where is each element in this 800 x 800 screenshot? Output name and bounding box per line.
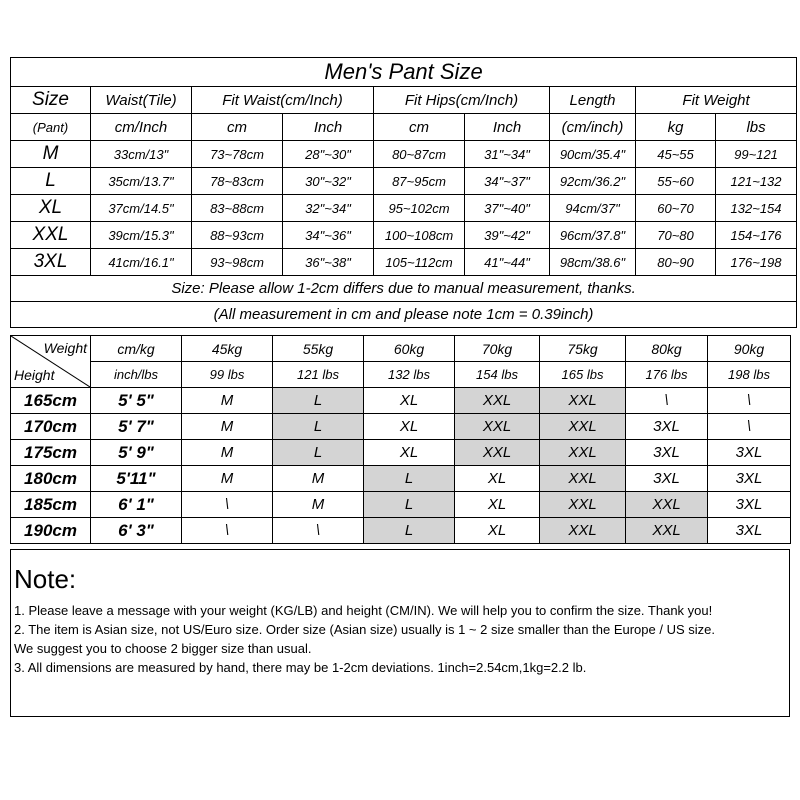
size-cell: 41cm/16.1" [91, 249, 192, 276]
size-cell: 105~112cm [374, 249, 465, 276]
lbs-header: 121 lbs [273, 362, 364, 388]
size-cell: 176~198 [716, 249, 797, 276]
header-fit-hips: Fit Hips(cm/Inch) [374, 87, 550, 114]
recommended-size: XL [364, 414, 455, 440]
recommended-size: \ [182, 518, 273, 544]
size-cell: 39cm/15.3" [91, 222, 192, 249]
recommended-size: XL [455, 518, 540, 544]
recommended-size: \ [626, 388, 708, 414]
lbs-header: 154 lbs [455, 362, 540, 388]
subheader-hips-inch: Inch [465, 114, 550, 141]
recommended-size: XXL [626, 492, 708, 518]
height-ft: 5' 9" [91, 440, 182, 466]
size-cell: 92cm/36.2" [550, 168, 636, 195]
size-cell: 55~60 [636, 168, 716, 195]
recommended-size: XL [364, 388, 455, 414]
height-ft: 6' 1" [91, 492, 182, 518]
size-cell: 78~83cm [192, 168, 283, 195]
size-cell: 35cm/13.7" [91, 168, 192, 195]
recommended-size: XXL [626, 518, 708, 544]
height-ft: 5'11" [91, 466, 182, 492]
size-cell: 80~87cm [374, 141, 465, 168]
size-cell: 154~176 [716, 222, 797, 249]
recommended-size: XXL [540, 388, 626, 414]
corner-weight-label: Weight [43, 340, 87, 356]
kg-header: 55kg [273, 336, 364, 362]
kg-header: 45kg [182, 336, 273, 362]
subheader-waist-cm: cm [192, 114, 283, 141]
size-cell: 80~90 [636, 249, 716, 276]
recommended-size: XL [455, 466, 540, 492]
kg-header: 70kg [455, 336, 540, 362]
height-cm: 190cm [11, 518, 91, 544]
size-row [11, 249, 797, 276]
size-cell: 121~132 [716, 168, 797, 195]
recommended-size: \ [273, 518, 364, 544]
size-cell: 45~55 [636, 141, 716, 168]
note-lines [14, 601, 781, 677]
size-cell: 73~78cm [192, 141, 283, 168]
size-cell: 32"~34" [283, 195, 374, 222]
lbs-header: 198 lbs [708, 362, 791, 388]
recommended-size: XXL [455, 414, 540, 440]
recommended-size: M [182, 388, 273, 414]
height-cm: 175cm [11, 440, 91, 466]
size-cell: 93~98cm [192, 249, 283, 276]
note-line: 2. The item is Asian size, not US/Euro size. Order size (Asian size) usually is 1 ~ 2 size smaller than the Europe / US size. [14, 622, 715, 637]
recommended-size: \ [708, 414, 791, 440]
size-cell: 99~121 [716, 141, 797, 168]
height-row [11, 466, 791, 492]
recommended-size: 3XL [626, 414, 708, 440]
header-size: Size [11, 87, 91, 114]
size-row [11, 141, 797, 168]
height-ft: 5' 5" [91, 388, 182, 414]
subheader-pant: (Pant) [11, 114, 91, 141]
kg-header: 80kg [626, 336, 708, 362]
size-label: XXL [11, 222, 91, 249]
recommended-size: M [273, 466, 364, 492]
recommended-size: 3XL [626, 466, 708, 492]
size-cell: 70~80 [636, 222, 716, 249]
recommended-size: XXL [540, 466, 626, 492]
size-chart-title: Men's Pant Size [11, 58, 797, 87]
height-ft: 5' 7" [91, 414, 182, 440]
size-cell: 36"~38" [283, 249, 374, 276]
recommended-size: 3XL [708, 518, 791, 544]
recommended-size: XXL [540, 414, 626, 440]
height-cm: 180cm [11, 466, 91, 492]
size-cell: 132~154 [716, 195, 797, 222]
size-cell: 31"~34" [465, 141, 550, 168]
recommended-size: 3XL [708, 440, 791, 466]
subheader-lbs: lbs [716, 114, 797, 141]
recommended-size: XL [455, 492, 540, 518]
header-fit-waist: Fit Waist(cm/Inch) [192, 87, 374, 114]
recommended-size: \ [708, 388, 791, 414]
subheader-cm-inch: cm/Inch [91, 114, 192, 141]
recommended-size: L [364, 492, 455, 518]
recommended-size: XXL [540, 518, 626, 544]
size-cell: 33cm/13" [91, 141, 192, 168]
size-cell: 34"~36" [283, 222, 374, 249]
height-row [11, 518, 791, 544]
recommended-size: 3XL [708, 466, 791, 492]
note-line: We suggest you to choose 2 bigger size than usual. [14, 641, 312, 656]
size-cell: 88~93cm [192, 222, 283, 249]
recommended-size: M [182, 414, 273, 440]
size-cell: 95~102cm [374, 195, 465, 222]
size-label: L [11, 168, 91, 195]
kg-header: 75kg [540, 336, 626, 362]
recommended-size: XXL [540, 492, 626, 518]
size-cell: 98cm/38.6" [550, 249, 636, 276]
recommended-size: 3XL [626, 440, 708, 466]
size-cell: 94cm/37" [550, 195, 636, 222]
recommended-size: M [182, 466, 273, 492]
size-cell: 90cm/35.4" [550, 141, 636, 168]
recommended-size: XXL [455, 388, 540, 414]
size-cell: 60~70 [636, 195, 716, 222]
size-chart-table [10, 57, 797, 328]
kg-header: 60kg [364, 336, 455, 362]
size-cell: 96cm/37.8" [550, 222, 636, 249]
note-line: 3. All dimensions are measured by hand, there may be 1-2cm deviations. 1inch=2.54cm,1kg=2.2 lb. [14, 660, 587, 675]
lbs-header: 99 lbs [182, 362, 273, 388]
height-row [11, 492, 791, 518]
corner-height-label: Height [14, 367, 55, 383]
recommended-size: M [273, 492, 364, 518]
recommended-size: L [273, 414, 364, 440]
lbs-header: 176 lbs [626, 362, 708, 388]
recommended-size: L [364, 466, 455, 492]
note-line: 1. Please leave a message with your weight (KG/LB) and height (CM/IN). We will help you to confirm the size. Thank you! [14, 603, 713, 618]
height-row [11, 414, 791, 440]
header-fit-weight: Fit Weight [636, 87, 797, 114]
height-weight-table [10, 335, 791, 544]
size-cell: 28"~30" [283, 141, 374, 168]
recommended-size: M [182, 440, 273, 466]
size-cell: 87~95cm [374, 168, 465, 195]
subheader-hips-cm: cm [374, 114, 465, 141]
size-row [11, 195, 797, 222]
height-cm: 170cm [11, 414, 91, 440]
size-cell: 34"~37" [465, 168, 550, 195]
size-row [11, 222, 797, 249]
subheader-waist-inch: Inch [283, 114, 374, 141]
recommended-size: L [364, 518, 455, 544]
kg-header: 90kg [708, 336, 791, 362]
lbs-header: 132 lbs [364, 362, 455, 388]
subheader-length-unit: (cm/inch) [550, 114, 636, 141]
recommended-size: L [273, 388, 364, 414]
height-cm: 185cm [11, 492, 91, 518]
size-cell: 30"~32" [283, 168, 374, 195]
subheader-kg: kg [636, 114, 716, 141]
recommended-size: \ [182, 492, 273, 518]
height-row [11, 440, 791, 466]
size-label: XL [11, 195, 91, 222]
recommended-size: 3XL [708, 492, 791, 518]
corner-diagonal-cell [11, 336, 91, 388]
recommended-size: XXL [540, 440, 626, 466]
recommended-size: XL [364, 440, 455, 466]
size-cell: 37"~40" [465, 195, 550, 222]
measurement-note: Size: Please allow 1-2cm differs due to manual measurement, thanks. [11, 276, 797, 302]
size-label: M [11, 141, 91, 168]
height-row [11, 388, 791, 414]
note-title: Note: [14, 564, 77, 594]
conversion-note: (All measurement in cm and please note 1cm = 0.39inch) [11, 302, 797, 328]
unit-inch-lbs: inch/lbs [91, 362, 182, 388]
size-cell: 100~108cm [374, 222, 465, 249]
recommended-size: XXL [455, 440, 540, 466]
height-cm: 165cm [11, 388, 91, 414]
size-row [11, 168, 797, 195]
size-label: 3XL [11, 249, 91, 276]
size-cell: 41"~44" [465, 249, 550, 276]
size-cell: 83~88cm [192, 195, 283, 222]
note-box [10, 549, 790, 717]
header-length: Length [550, 87, 636, 114]
lbs-header: 165 lbs [540, 362, 626, 388]
header-waist-tile: Waist(Tile) [91, 87, 192, 114]
unit-cm-kg: cm/kg [91, 336, 182, 362]
height-ft: 6' 3" [91, 518, 182, 544]
size-cell: 39"~42" [465, 222, 550, 249]
size-cell: 37cm/14.5" [91, 195, 192, 222]
recommended-size: L [273, 440, 364, 466]
